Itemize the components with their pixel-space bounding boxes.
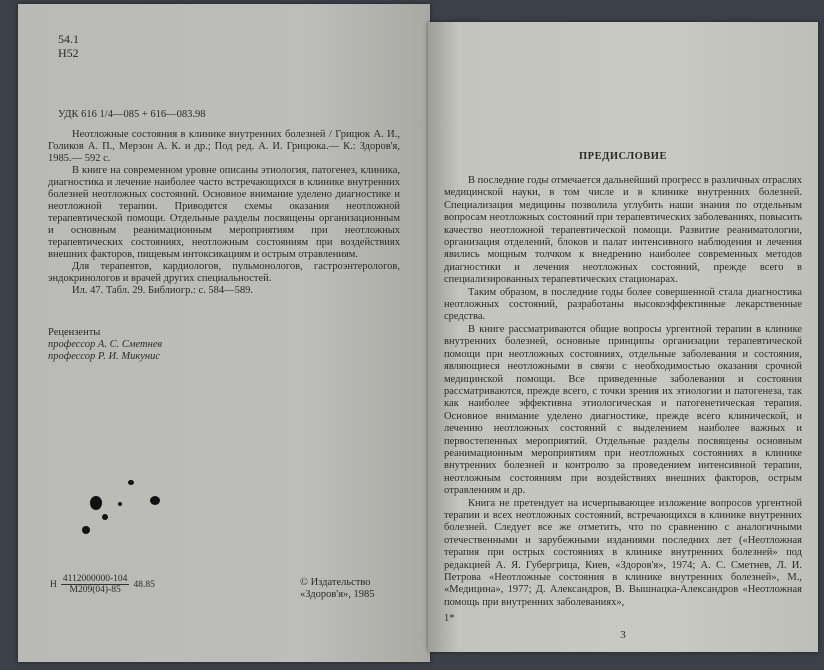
paragraph: Книга не претендует на исчерпывающее изложение вопросов ургентной терапии и всех неотложных состояний, встречающихся в клинике внутренних болезней. Следует все же отметить, что по сравнению с аналогичными отечественными и зарубежными изданиями последних лет («Неотложная терапия при острых состояниях в клинике внутренних болезней» под редакцией А. Я. Губергрица, Киев, «Здоров'я», 1974; А. С. Сметнев, Л. И. Петрова «Неотложные состояния в клинике внутренних болезней», М., «Медицина», 1977; Д. Александров, В. Вышнацка-Александров «Неотложная помощь при внутренних заболеваниях», xyxy=(444,497,802,608)
paragraph: В последние годы отмечается дальнейший прогресс в различных отраслях медицинской науки, в том числе и в клинике внутренних болезней. Специализация медицины позволила углубить наши знания по отдельным вопросам неотложных состояний при терапевтических заболеваниях, повысить качество неотложной терапевтической помощи. Развитие реаниматологии, организация отделений, блоков и палат интенсивного наблюдения и лечения явились мощным толчком к внедрению наиболее современных методов диагностики и лечения неотложных состояний, прежде всего в специализированных терапевтических стационарах. xyxy=(444,175,802,286)
reviewers-label: Рецензенты xyxy=(48,327,101,338)
bibliographic-entry: Неотложные состояния в клинике внутренних болезней / Грицюк А. И., Голиков А. П., Мерзон А. К. и др.; Под ред. А. И. Грицюка.— К.: Здоров'я, 1985.— 592 с. xyxy=(48,129,400,164)
code-fraction xyxy=(61,574,130,595)
code-denominator: М209(04)-85 xyxy=(69,585,121,595)
abstract: В книге на современном уровне описаны этиология, патогенез, клиника, диагностика и лечение наиболее часто встречающихся в клинике внутренних болезней неотложных состояний. Основное внимание уделено диагностике и неотложной терапии. Приводятся схемы оказания неотложной терапевтической помощи. Отдельные разделы посвящены организационным и основным реанимационным мероприятиям при неотложных терапевтических состояниях, неотложным состояниям при воздействиях внешних факторов, пищевым интоксикациям и острым отравлениям. xyxy=(48,165,400,260)
author-mark: Н52 xyxy=(58,46,79,60)
right-page xyxy=(428,22,818,652)
copyright xyxy=(300,577,375,601)
illustrations-count: Ил. 47. Табл. 29. Библиогр.: с. 584—589. xyxy=(72,285,254,296)
paragraph: В книге рассматриваются общие вопросы ургентной терапии в клинике внутренних болезней, основные принципы организации терапевтической помощи при неотложных состояниях, отдельные заболевания и состояния, являющиеся неотложными в связи с необходимостью оказания срочной медицинской помощи. Все приведенные заболевания и состояния рассматриваются, прежде всего, с точки зрения их этиологии и патогенеза, так как наиболее эффективна этиологическая и патогенетическая терапия. Основное внимание уделено диагностике, прежде всего клинической, и лечению неотложных состояний с выделением наиболее важных и первостепенных мероприятий. Отдельные разделы посвящены основным реанимационным мероприятиям при неотложных состояниях в клинике внутренних болезней и контролю за проведением интенсивной терапии, неотложным состояниям при воздействиях внешних факторов, острым отравлениям и др. xyxy=(444,323,802,497)
paragraph: Таким образом, в последние годы более совершенной стала диагностика неотложных состояний, разработаны высокоэффективные лекарственные средства. xyxy=(444,286,802,323)
reviewer: профессор А. С. Сметнев xyxy=(48,339,163,350)
chapter-title: ПРЕДИСЛОВИЕ xyxy=(579,151,667,162)
copyright-line: © Издательство xyxy=(300,577,371,588)
preface-text xyxy=(444,175,802,609)
left-page xyxy=(18,4,430,662)
reviewers xyxy=(48,327,400,363)
code-numerator: 4112000000-104 xyxy=(62,574,128,584)
classification-code xyxy=(58,32,400,60)
publisher-code xyxy=(50,574,155,595)
reviewer: профессор Р. И. Микунис xyxy=(48,351,161,362)
bbk-code: 54.1 xyxy=(58,32,79,46)
signature-mark: 1* xyxy=(444,613,455,625)
code-suffix: 48.85 xyxy=(133,579,155,590)
page-number: 3 xyxy=(620,629,626,642)
right-page-content xyxy=(444,150,802,642)
catalog-card xyxy=(48,129,400,297)
left-page-content xyxy=(48,32,400,363)
udk-code: УДК 616 1/4—085 + 616—083.98 xyxy=(58,109,206,120)
code-prefix: Н xyxy=(50,579,57,590)
audience: Для терапевтов, кардиологов, пульмонологов, гастроэнтерологов, эндокринологов и врачей других специальностей. xyxy=(48,261,400,284)
copyright-line: «Здоров'я», 1985 xyxy=(300,589,375,600)
